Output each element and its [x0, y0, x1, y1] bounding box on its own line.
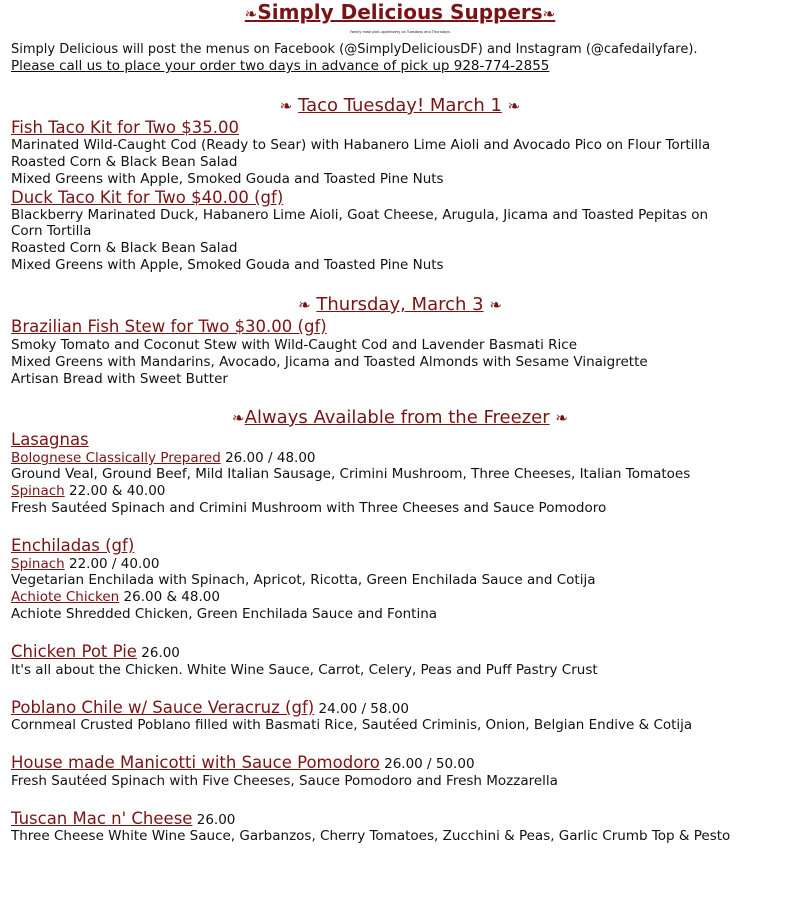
page-title: ❧Simply Delicious Suppers❧: [244, 0, 556, 24]
flourish-icon: ❧: [507, 97, 521, 115]
lasagnas-title: Lasagnas: [11, 430, 89, 449]
pot-pie-desc: It's all about the Chicken. White Wine Sauce, Carrot, Celery, Peas and Puff Pastry Crust: [11, 662, 598, 678]
poblano-price: 24.00 / 58.00: [314, 701, 409, 717]
flourish-icon: ❧: [232, 409, 245, 427]
fish-stew-desc-3: Artisan Bread with Sweet Butter: [11, 371, 228, 387]
fish-stew-desc-1: Smoky Tomato and Coconut Stew with Wild-Caught Cod and Lavender Basmati Rice: [11, 337, 578, 353]
manicotti-row: [11, 753, 475, 774]
lasagna-spinach-price: 22.00 & 40.00: [64, 483, 166, 499]
lasagna-bolognese-row: [11, 450, 316, 467]
lasagna-spinach-desc: Fresh Sautéed Spinach and Crimini Mushroom with Three Cheeses and Sauce Pomodoro: [11, 500, 607, 516]
intro-line-3[interactable]: Please call us to place your order two days in advance of pick up 928-774-2855: [11, 58, 550, 74]
mac-cheese-row: [11, 809, 235, 830]
poblano-name: Poblano Chile w/ Sauce Veracruz (gf): [11, 698, 315, 717]
poblano-desc: Cornmeal Crusted Poblano filled with Basmati Rice, Sautéed Criminis, Onion, Belgian Endive & Cotija: [11, 717, 693, 733]
fish-stew-desc-2: Mixed Greens with Mandarins, Avocado, Jicama and Toasted Almonds with Sesame Vinaigrette: [11, 354, 648, 370]
lasagna-spinach-name: Spinach: [11, 483, 65, 499]
lasagna-bolognese-desc: Ground Veal, Ground Beef, Mild Italian Sausage, Crimini Mushroom, Three Cheeses, Italian Tomatoes: [11, 466, 691, 482]
duck-taco-desc-1: Blackberry Marinated Duck, Habanero Lime Aioli, Goat Cheese, Arugula, Jicama and Toasted Pepitas on: [11, 207, 709, 223]
enchilada-spinach-price: 22.00 / 40.00: [64, 556, 160, 572]
enchiladas-title: Enchiladas (gf): [11, 536, 135, 555]
enchilada-spinach-name: Spinach: [11, 556, 65, 572]
enchilada-chicken-row: [11, 589, 220, 606]
flourish-icon: ❧: [298, 296, 311, 314]
fish-taco-desc-3: Mixed Greens with Apple, Smoked Gouda and Toasted Pine Nuts: [11, 171, 444, 187]
lasagna-spinach-row: [11, 483, 165, 500]
flourish-icon: ❧: [489, 296, 502, 314]
manicotti-price: 26.00 / 50.00: [379, 756, 475, 772]
section-heading-thursday: ❧ Thursday, March 3 ❧: [298, 294, 502, 315]
manicotti-desc: Fresh Sautéed Spinach with Five Cheeses, Sauce Pomodoro and Fresh Mozzarella: [11, 773, 558, 789]
fish-stew-title: Brazilian Fish Stew for Two $30.00 (gf): [11, 317, 327, 336]
enchilada-chicken-name: Achiote Chicken: [11, 589, 120, 605]
manicotti-name: House made Manicotti with Sauce Pomodoro: [11, 753, 380, 772]
enchilada-chicken-price: 26.00 & 48.00: [119, 589, 220, 605]
pot-pie-price: 26.00: [136, 645, 180, 661]
mac-cheese-price: 26.00: [192, 812, 236, 828]
fish-taco-desc-2: Roasted Corn & Black Bean Salad: [11, 154, 238, 170]
mac-cheese-name: Tuscan Mac n' Cheese: [11, 809, 193, 828]
enchilada-chicken-desc: Achiote Shredded Chicken, Green Enchilada Sauce and Fontina: [11, 606, 438, 622]
flourish-icon: ❧: [279, 97, 293, 115]
duck-taco-desc-4: Mixed Greens with Apple, Smoked Gouda and Toasted Pine Nuts: [11, 257, 444, 273]
section-heading-taco-tuesday: ❧ Taco Tuesday! March 1 ❧: [279, 95, 521, 116]
fish-taco-desc-1: Marinated Wild-Caught Cod (Ready to Sear) with Habanero Lime Aioli and Avocado Pico on Flour Tortilla: [11, 137, 711, 153]
duck-taco-desc-2: Corn Tortilla: [11, 223, 92, 239]
duck-taco-desc-3: Roasted Corn & Black Bean Salad: [11, 240, 238, 256]
lasagna-bolognese-name: Bolognese Classically Prepared: [11, 450, 221, 466]
enchilada-spinach-desc: Vegetarian Enchilada with Spinach, Apricot, Ricotta, Green Enchilada Sauce and Cotija: [11, 572, 596, 588]
flourish-icon: ❧: [542, 5, 556, 23]
poblano-row: [11, 698, 409, 719]
section-heading-freezer: ❧Always Available from the Freezer ❧: [232, 407, 568, 428]
duck-taco-kit-title: Duck Taco Kit for Two $40.00 (gf): [11, 188, 284, 207]
pot-pie-name: Chicken Pot Pie: [11, 642, 137, 661]
flourish-icon: ❧: [555, 409, 568, 427]
intro-line-2: Simply Delicious will post the menus on Facebook (@SimplyDeliciousDF) and Instagram (@cafedailyfare).: [11, 42, 698, 57]
fish-taco-kit-title: Fish Taco Kit for Two $35.00: [11, 118, 240, 137]
enchilada-spinach-row: [11, 556, 159, 573]
pot-pie-row: [11, 642, 180, 663]
lasagna-bolognese-price: 26.00 / 48.00: [220, 450, 316, 466]
flourish-icon: ❧: [244, 5, 258, 23]
intro-line-1: Family meal pick-up/delivery on Tuesdays and Thursdays: [350, 30, 450, 34]
mac-cheese-desc: Three Cheese White Wine Sauce, Garbanzos, Cherry Tomatoes, Zucchini & Peas, Garlic Crumb Top & Pesto: [11, 828, 731, 844]
